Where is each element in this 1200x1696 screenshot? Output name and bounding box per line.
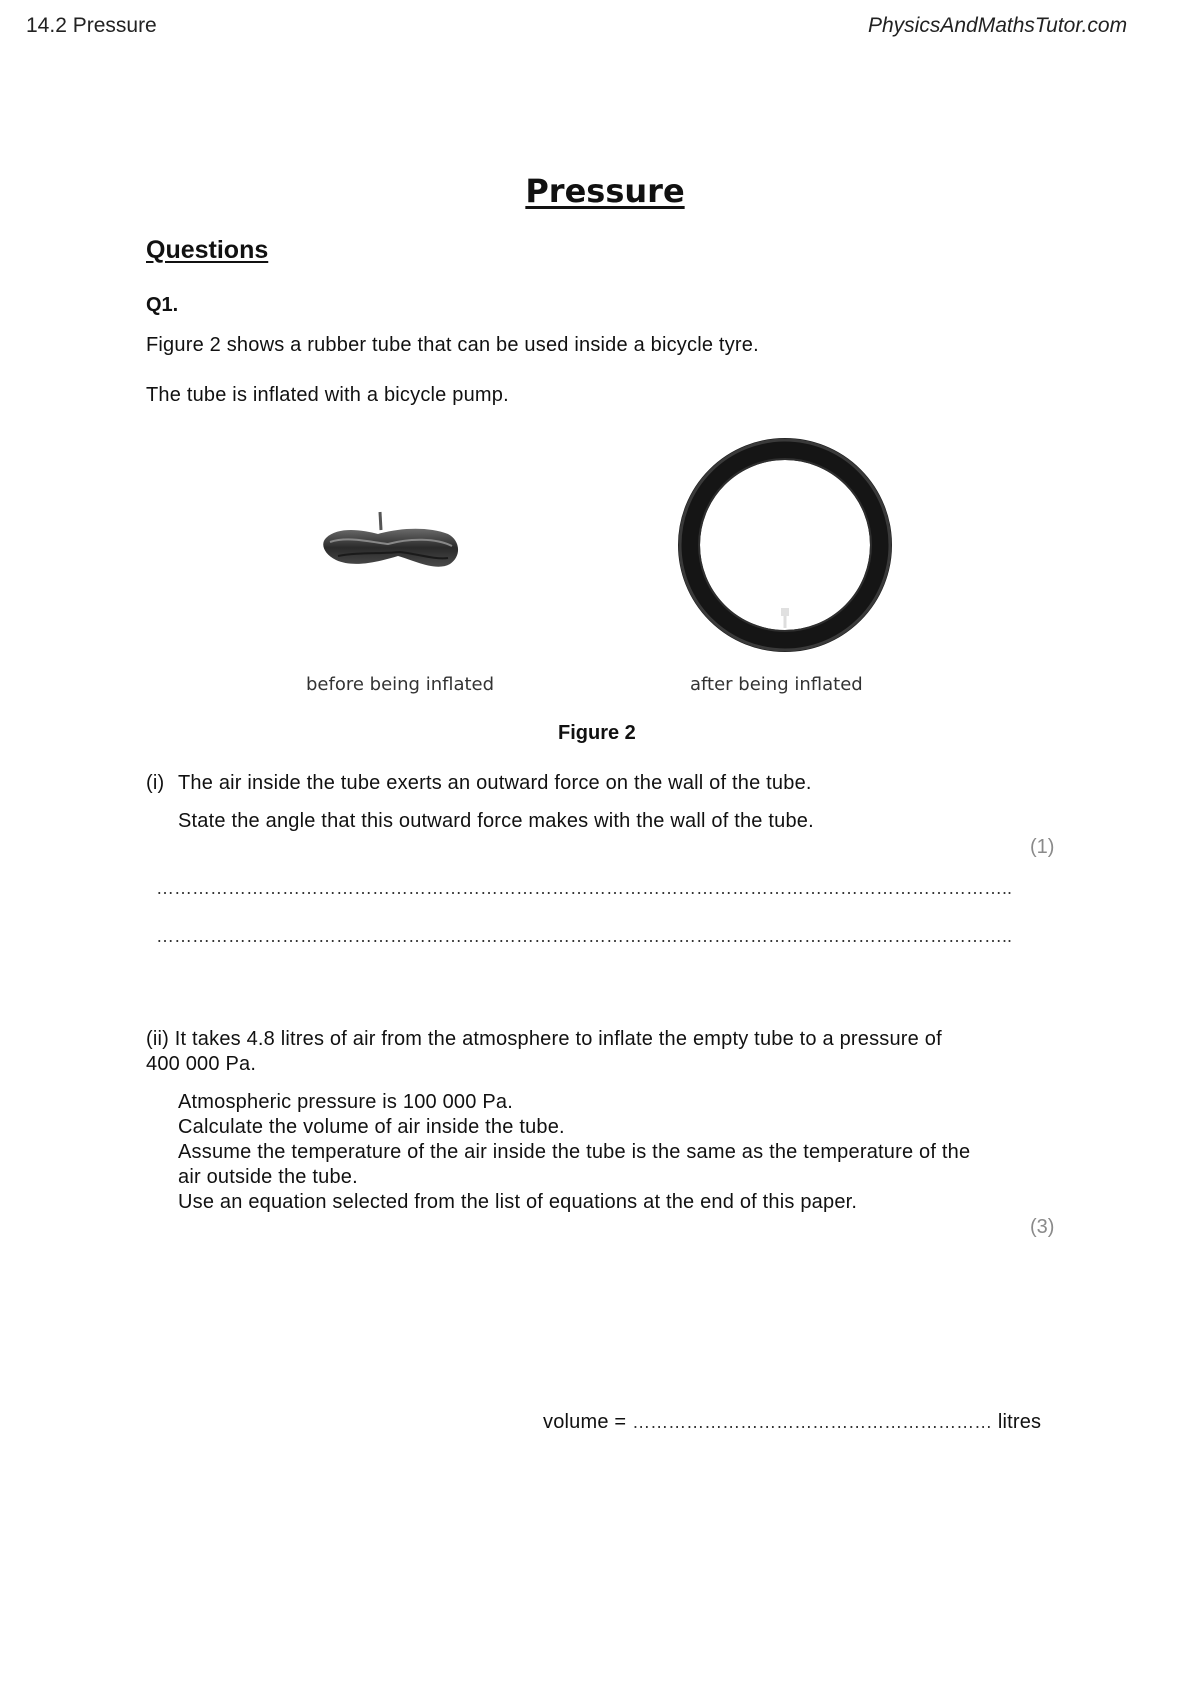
- caption-before-inflated: before being inflated: [306, 674, 495, 695]
- volume-answer-prefix: volume =: [543, 1411, 633, 1433]
- part-ii-text-2: 400 000 Pa.: [146, 1053, 257, 1075]
- caption-after-inflated: after being inflated: [690, 674, 863, 695]
- part-i-text-1: The air inside the tube exerts an outward force on the wall of the tube.: [178, 772, 812, 794]
- part-ii-text-1: (ii) It takes 4.8 litres of air from the atmosphere to inflate the empty tube to a pressure of: [146, 1028, 942, 1050]
- page-title: Pressure: [525, 172, 685, 210]
- part-ii-text-3: Atmospheric pressure is 100 000 Pa.: [178, 1091, 513, 1113]
- volume-answer-line: [543, 1410, 1041, 1435]
- part-i-text-2: State the angle that this outward force makes with the wall of the tube.: [178, 810, 814, 832]
- part-ii-text-7: Use an equation selected from the list of equations at the end of this paper.: [178, 1191, 858, 1213]
- volume-answer-unit: litres: [992, 1411, 1042, 1433]
- part-i-label: (i): [146, 772, 165, 794]
- page-header-right: PhysicsAndMathsTutor.com: [868, 14, 1128, 37]
- part-i-answer-line-1[interactable]: ……………………………………………………………………………………………………………………………..: [156, 878, 1013, 898]
- deflated-tube-image: [318, 508, 468, 583]
- part-ii-text-6: air outside the tube.: [178, 1166, 358, 1188]
- inflated-tube-image: [672, 432, 898, 658]
- volume-answer-field[interactable]: ……………………………………………………: [632, 1412, 993, 1432]
- question-number: Q1.: [146, 294, 179, 316]
- part-ii-marks: (3): [1030, 1216, 1055, 1238]
- section-heading: Questions: [146, 236, 269, 264]
- part-ii-text-4: Calculate the volume of air inside the tube.: [178, 1116, 565, 1138]
- question-intro-1: Figure 2 shows a rubber tube that can be used inside a bicycle tyre.: [146, 334, 759, 356]
- question-intro-2: The tube is inflated with a bicycle pump.: [146, 384, 509, 406]
- part-i-answer-line-2[interactable]: ……………………………………………………………………………………………………………………………..: [156, 926, 1013, 946]
- page-header-left: 14.2 Pressure: [26, 14, 157, 37]
- part-i-marks: (1): [1030, 836, 1055, 858]
- figure-label: Figure 2: [558, 722, 636, 744]
- part-ii-text-5: Assume the temperature of the air inside the tube is the same as the temperature of the: [178, 1141, 971, 1163]
